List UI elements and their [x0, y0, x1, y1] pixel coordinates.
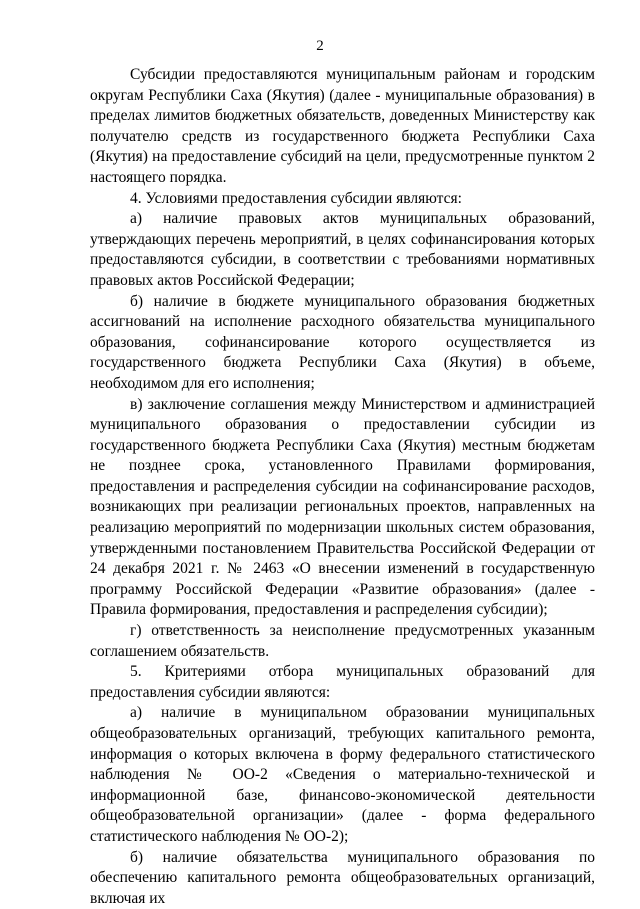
paragraph-item-5a: а) наличие в муниципальном образовании муниципальных общеобразовательных организаций, требующих капитального ремонта, информация о которых включена в форму федерального статистического наблюдения № ОО-2 «Сведения о материально-технической и информационной базе, финансово-экономической деятельности общеобразовательной организации» (далее - форма федерального статистического наблюдения № ОО-2);: [90, 704, 595, 845]
paragraph-item-4a: а) наличие правовых актов муниципальных образований, утверждающих перечень мероприятий, в целях софинансирования которых предоставляются субсидии, в соответствии с требованиями нормативных правовых актов Российской Федерации;: [90, 210, 595, 289]
paragraph-item-5: 5. Критериями отбора муниципальных образований для предоставления субсидии являются:: [90, 663, 595, 701]
paragraph-item-4b: б) наличие в бюджете муниципального образования бюджетных ассигнований на исполнение расходного обязательства муниципального образования, софинансирование которого осуществляется из государственного бюджета Республики Саха (Якутия) в объеме, необходимом для его исполнения;: [90, 292, 595, 392]
paragraph-subsidies-intro: Субсидии предоставляются муниципальным районам и городским округам Республики Саха (Якутия) (далее - муниципальные образования) в пределах лимитов бюджетных обязательств, доведенных Министерству как получателю средств из государственного бюджета Республики Саха (Якутия) на предоставление субсидий на цели, предусмотренные пунктом 2 настоящего порядка.: [90, 66, 595, 186]
document-body: [90, 65, 595, 909]
paragraph-item-4: 4. Условиями предоставления субсидии являются:: [130, 189, 462, 207]
page-number: 2: [316, 38, 324, 54]
paragraph-item-4v: в) заключение соглашения между Министерством и администрацией муниципального образования о предоставлении субсидии из государственного бюджета Республики Саха (Якутия) местным бюджетам не позднее срока, установленного Правилами формирования, предоставления и распределения субсидии на софинансирование расходов, возникающих при реализации региональных проектов, направленных на реализацию мероприятий по модернизации школьных систем образования, утвержденными постановлением Правительства Российской Федерации от 24 декабря 2021 г. № 2463 «О внесении изменений в государственную программу Российской Федерации «Развитие образования» (далее - Правила формирования, предоставления и распределения субсидии);: [90, 395, 595, 619]
paragraph-item-4g: г) ответственность за неисполнение предусмотренных указанным соглашением обязательств.: [90, 622, 595, 660]
paragraph-item-5b: б) наличие обязательства муниципального образования по обеспечению капитального ремонта общеобразовательных организаций, включая их: [90, 848, 595, 907]
